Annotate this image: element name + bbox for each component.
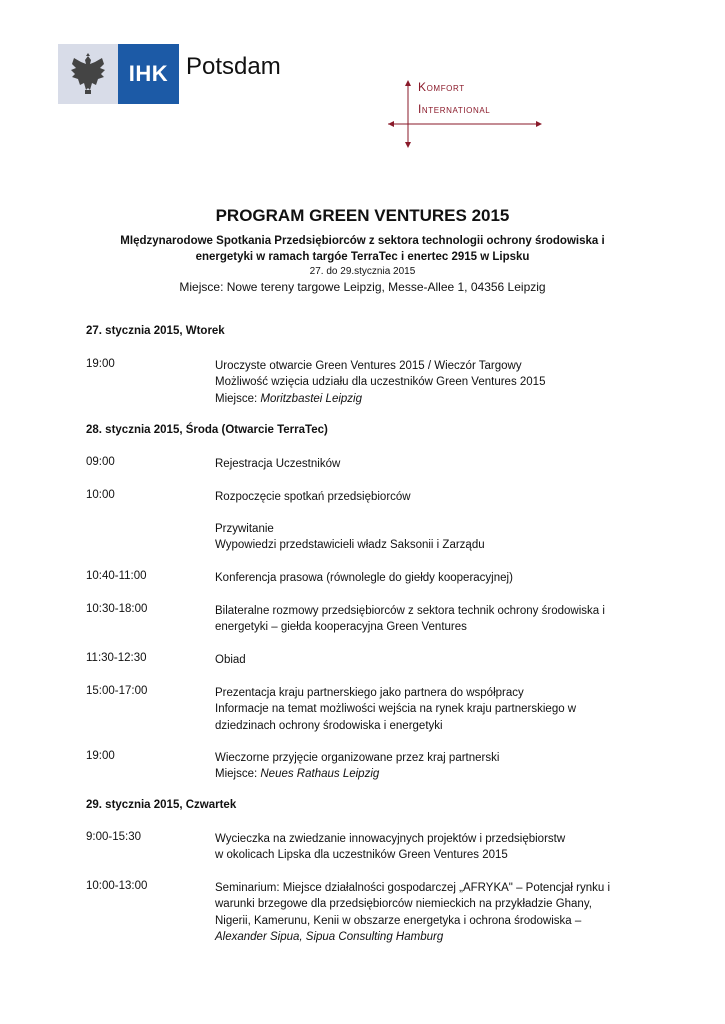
item-description <box>215 685 655 734</box>
item-line: Uroczyste otwarcie Green Ventures 2015 / Wieczór Targowy <box>215 360 522 372</box>
item-time: 11:30-12:30 <box>86 652 147 664</box>
item-description <box>215 750 655 783</box>
item-line: Konferencja prasowa (równolegle do giełdy kooperacyjnej) <box>215 572 513 584</box>
subtitle <box>110 233 615 265</box>
item-description <box>215 831 655 864</box>
item-line: w okolicach Lipska dla uczestników Green Ventures 2015 <box>215 849 508 862</box>
event-venue: Miejsce: Nowe tereny targowe Leipzig, Messe-Allee 1, 04356 Leipzig <box>179 280 546 294</box>
item-description <box>215 456 655 472</box>
item-place <box>215 391 655 407</box>
place-name: Neues Rathaus Leipzig <box>260 768 380 781</box>
day-heading-2: 28. stycznia 2015, Środa (Otwarcie TerraTec) <box>86 424 328 436</box>
ihk-logo <box>58 44 179 104</box>
item-line: Wypowiedzi przedstawicieli władz Saksonii i Zarządu <box>215 539 485 552</box>
item-time: 15:00-17:00 <box>86 685 148 697</box>
item-line: Prezentacja kraju partnerskiego jako partnera do współpracy <box>215 687 524 699</box>
item-description <box>215 652 655 668</box>
item-line: Rozpoczęcie spotkań przedsiębiorców <box>215 491 411 503</box>
item-description <box>215 358 655 407</box>
item-time: 09:00 <box>86 456 115 468</box>
place-label: Miejsce: <box>215 392 261 405</box>
item-time: 19:00 <box>86 358 115 370</box>
page-title: PROGRAM GREEN VENTURES 2015 <box>215 206 510 225</box>
item-line: dziedzinach ochrony środowiska i energetyki <box>215 719 443 732</box>
item-line: Seminarium: Miejsce działalności gospodarczej „AFRYKA" – Potencjał rynku i <box>215 882 611 894</box>
item-description <box>215 521 655 554</box>
ihk-brand-text: IHK <box>118 44 179 104</box>
item-line: Możliwość wzięcia udziału dla uczestników Green Ventures 2015 <box>215 376 546 389</box>
komfort-line-1: Komfort <box>418 80 465 94</box>
item-line: Przywitanie <box>215 523 274 535</box>
item-line: warunki brzegowe dla przedsiębiorców niemieckich na przykładzie Ghany, <box>215 898 592 911</box>
place-name: Moritzbastei Leipzig <box>260 392 363 405</box>
komfort-line-2: International <box>418 102 491 116</box>
day-heading-1: 27. stycznia 2015, Wtorek <box>86 325 225 337</box>
item-time: 10:30-18:00 <box>86 603 148 615</box>
day-heading-3: 29. stycznia 2015, Czwartek <box>86 799 237 811</box>
item-line: Nigerii, Kamerunu, Kenii w obszarze energetyka i ochrona środowiska – <box>215 914 582 927</box>
item-line: Obiad <box>215 654 246 666</box>
ihk-city-text: Potsdam <box>186 53 281 80</box>
item-line: Rejestracja Uczestników <box>215 458 341 470</box>
item-time: 10:40-11:00 <box>86 570 147 582</box>
item-line: Bilateralne rozmowy przedsiębiorców z sektora technik ochrony środowiska i <box>215 605 605 617</box>
event-dates: 27. do 29.stycznia 2015 <box>309 266 416 277</box>
place-label: Miejsce: <box>215 768 261 781</box>
item-time: 10:00-13:00 <box>86 880 148 892</box>
item-line: Wieczorne przyjęcie organizowane przez kraj partnerski <box>215 752 500 764</box>
subtitle-line-2: energetyki w ramach targóe TerraTec i enertec 2915 w Lipsku <box>195 251 530 263</box>
item-description <box>215 880 655 946</box>
item-time: 19:00 <box>86 750 115 762</box>
item-time: 9:00-15:30 <box>86 831 141 843</box>
item-line: Informacje na temat możliwości wejścia na rynek kraju partnerskiego w <box>215 703 577 716</box>
item-description <box>215 570 655 586</box>
eagle-icon <box>58 44 118 104</box>
speaker-name: Alexander Sipua, Sipua Consulting Hamburg <box>215 931 444 944</box>
item-description <box>215 603 655 636</box>
item-line: Wycieczka na zwiedzanie innowacyjnych projektów i przedsiębiorstw <box>215 833 566 845</box>
item-line: energetyki – giełda kooperacyjna Green Ventures <box>215 621 467 634</box>
item-description <box>215 489 655 505</box>
item-place <box>215 766 655 782</box>
subtitle-line-1: MIędzynarodowe Spotkania Przedsiębiorców z sektora technologii ochrony środowiska i <box>120 235 605 247</box>
komfort-international-logo <box>388 80 548 150</box>
item-time: 10:00 <box>86 489 115 501</box>
